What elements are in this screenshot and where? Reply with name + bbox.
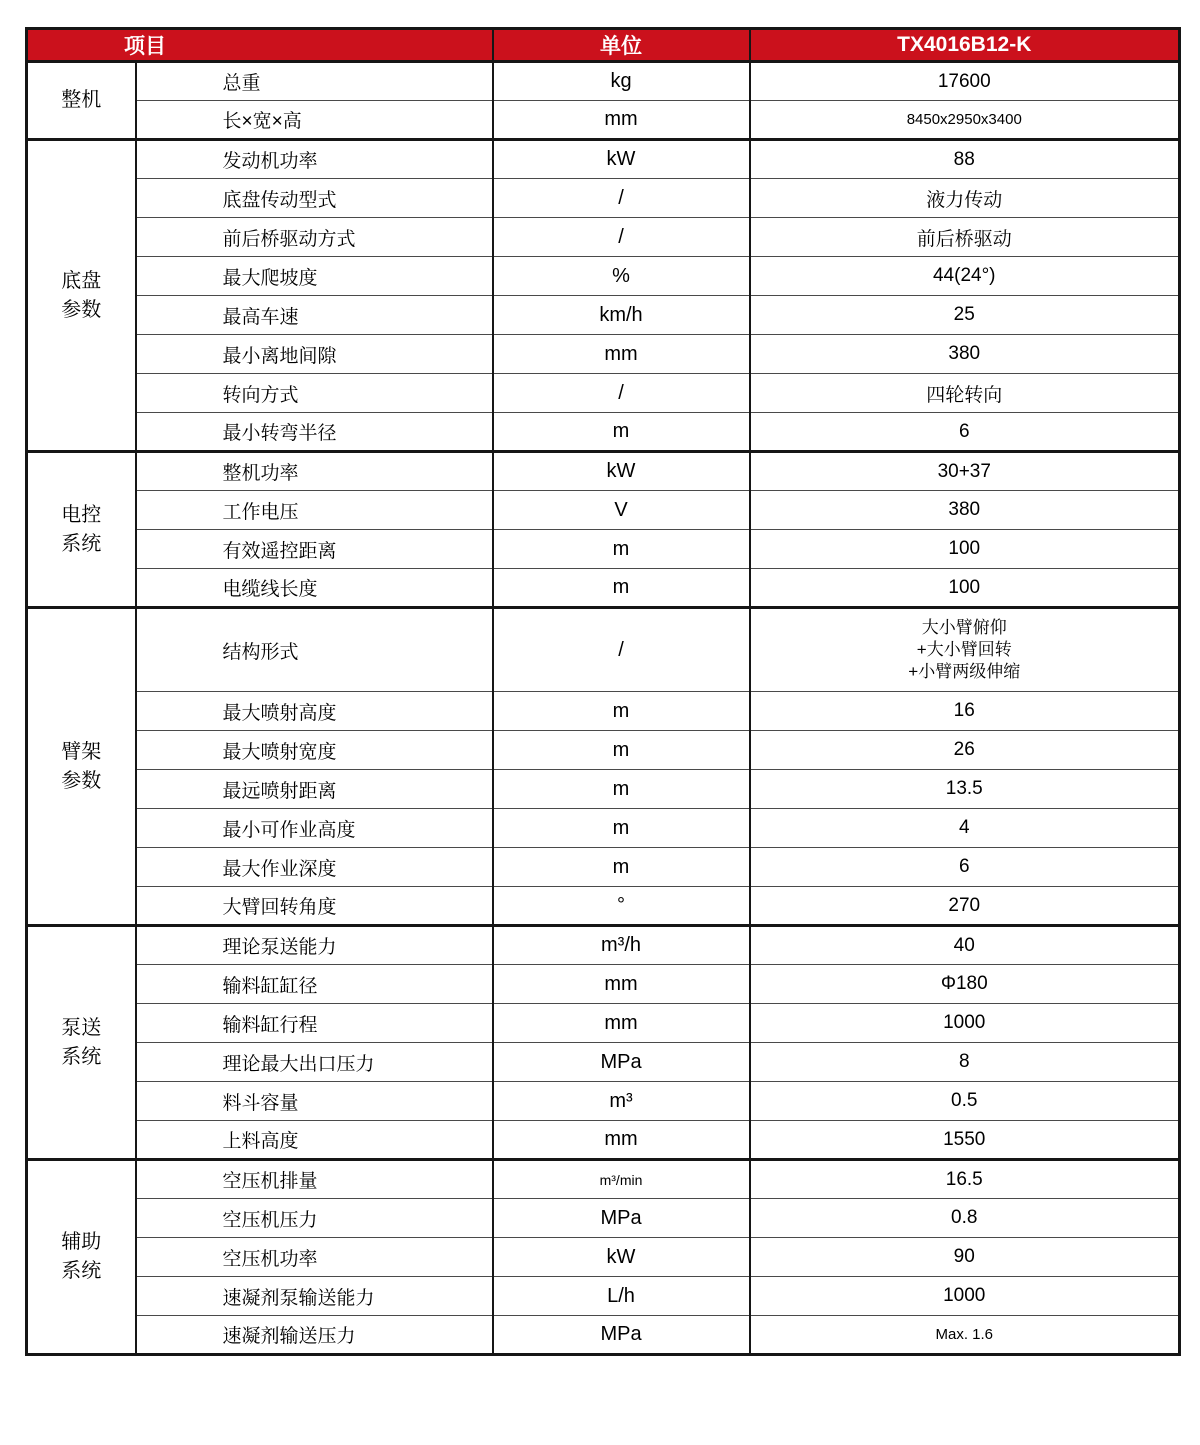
spec-value: 1000 (750, 1004, 1180, 1043)
spec-item-label: 最大喷射宽度 (136, 731, 493, 770)
group-label-line: 参数 (61, 769, 102, 792)
header-item-column: 项目 (27, 29, 493, 62)
spec-table-body (27, 62, 1180, 1355)
spec-value-line: 大小臂俯仰 (921, 618, 1007, 637)
spec-item-label: 工作电压 (136, 491, 493, 530)
table-row (27, 1277, 1180, 1316)
spec-item-label: 最大爬坡度 (136, 257, 493, 296)
spec-value: 380 (750, 491, 1180, 530)
spec-unit: / (493, 608, 750, 692)
table-row (27, 1316, 1180, 1355)
spec-value: 6 (750, 413, 1180, 452)
spec-value: 16 (750, 692, 1180, 731)
spec-item-label: 最大喷射高度 (136, 692, 493, 731)
spec-unit: L/h (493, 1277, 750, 1316)
table-row (27, 809, 1180, 848)
spec-value: 前后桥驱动 (750, 218, 1180, 257)
group-label-line: 系统 (61, 1260, 102, 1282)
group-label-line: 系统 (61, 532, 102, 555)
spec-item-label: 最小可作业高度 (136, 809, 493, 848)
spec-value (750, 608, 1180, 692)
spec-item-label: 有效遥控距离 (136, 530, 493, 569)
spec-unit: ° (493, 887, 750, 926)
spec-unit: MPa (493, 1199, 750, 1238)
spec-unit: kW (493, 452, 750, 491)
spec-item-label: 结构形式 (136, 608, 493, 692)
spec-unit: m (493, 809, 750, 848)
spec-value: 1000 (750, 1277, 1180, 1316)
spec-unit: / (493, 374, 750, 413)
spec-value: 8450x2950x3400 (750, 101, 1180, 140)
spec-unit: m (493, 770, 750, 809)
spec-value: 270 (750, 887, 1180, 926)
spec-unit: m³/min (493, 1160, 750, 1199)
group-label (27, 62, 136, 140)
group-label-line: 整机 (61, 89, 102, 111)
spec-unit: MPa (493, 1043, 750, 1082)
group-label (27, 926, 136, 1160)
table-row (27, 296, 1180, 335)
table-row (27, 374, 1180, 413)
group-label-line: 系统 (61, 1045, 102, 1068)
group-label (27, 452, 136, 608)
spec-value: 4 (750, 809, 1180, 848)
group-label (27, 1160, 136, 1355)
spec-value: 8 (750, 1043, 1180, 1082)
group-label-line: 电控 (61, 503, 102, 526)
spec-item-label: 最远喷射距离 (136, 770, 493, 809)
spec-unit: m (493, 413, 750, 452)
spec-value: 液力传动 (750, 179, 1180, 218)
spec-item-label: 理论最大出口压力 (136, 1043, 493, 1082)
spec-item-label: 空压机排量 (136, 1160, 493, 1199)
spec-item-label: 速凝剂输送压力 (136, 1316, 493, 1355)
spec-value: 88 (750, 140, 1180, 179)
table-row (27, 569, 1180, 608)
spec-unit: m (493, 569, 750, 608)
table-row (27, 608, 1180, 692)
spec-unit: / (493, 179, 750, 218)
table-row (27, 887, 1180, 926)
group-label-line: 参数 (61, 298, 102, 321)
spec-item-label: 速凝剂泵输送能力 (136, 1277, 493, 1316)
spec-item-label: 输料缸缸径 (136, 965, 493, 1004)
table-row (27, 335, 1180, 374)
header-row (27, 29, 1180, 62)
spec-item-label: 电缆线长度 (136, 569, 493, 608)
spec-unit: mm (493, 1121, 750, 1160)
spec-value: 0.5 (750, 1082, 1180, 1121)
spec-unit: mm (493, 965, 750, 1004)
spec-unit: mm (493, 101, 750, 140)
spec-value: 44(24°) (750, 257, 1180, 296)
spec-item-label: 大臂回转角度 (136, 887, 493, 926)
spec-value: Max. 1.6 (750, 1316, 1180, 1355)
spec-unit: kW (493, 1238, 750, 1277)
spec-unit: kW (493, 140, 750, 179)
table-row (27, 1082, 1180, 1121)
table-row (27, 1238, 1180, 1277)
spec-unit: m (493, 731, 750, 770)
spec-item-label: 最小转弯半径 (136, 413, 493, 452)
table-row (27, 731, 1180, 770)
spec-value-line: +小臂两级伸缩 (908, 662, 1021, 681)
spec-unit: MPa (493, 1316, 750, 1355)
group-label-line: 底盘 (61, 269, 102, 292)
table-row (27, 257, 1180, 296)
spec-value: 6 (750, 848, 1180, 887)
table-row (27, 491, 1180, 530)
spec-item-label: 最大作业深度 (136, 848, 493, 887)
table-row (27, 692, 1180, 731)
spec-item-label: 总重 (136, 62, 493, 101)
table-row (27, 62, 1180, 101)
header-unit-column: 单位 (493, 29, 750, 62)
spec-value: 380 (750, 335, 1180, 374)
spec-table (25, 27, 1181, 1356)
spec-unit: m³/h (493, 926, 750, 965)
spec-value: 100 (750, 569, 1180, 608)
table-row (27, 770, 1180, 809)
table-row (27, 413, 1180, 452)
group-label-line: 臂架 (61, 740, 102, 763)
spec-item-label: 转向方式 (136, 374, 493, 413)
spec-unit: % (493, 257, 750, 296)
spec-unit: / (493, 218, 750, 257)
group-label-line: 泵送 (61, 1016, 102, 1039)
spec-unit: m (493, 530, 750, 569)
spec-unit: m³ (493, 1082, 750, 1121)
spec-item-label: 输料缸行程 (136, 1004, 493, 1043)
spec-value: 17600 (750, 62, 1180, 101)
spec-unit: mm (493, 1004, 750, 1043)
spec-value: 16.5 (750, 1160, 1180, 1199)
table-row (27, 452, 1180, 491)
spec-value: 90 (750, 1238, 1180, 1277)
spec-unit: mm (493, 335, 750, 374)
table-row (27, 1199, 1180, 1238)
header-model-column: TX4016B12-K (750, 29, 1180, 62)
group-label (27, 140, 136, 452)
table-row (27, 1121, 1180, 1160)
table-row (27, 926, 1180, 965)
table-row (27, 101, 1180, 140)
table-row (27, 1043, 1180, 1082)
spec-value: 25 (750, 296, 1180, 335)
spec-value: 40 (750, 926, 1180, 965)
spec-value: 26 (750, 731, 1180, 770)
table-row (27, 848, 1180, 887)
spec-value: 1550 (750, 1121, 1180, 1160)
spec-item-label: 空压机功率 (136, 1238, 493, 1277)
table-row (27, 965, 1180, 1004)
spec-item-label: 理论泵送能力 (136, 926, 493, 965)
table-row (27, 140, 1180, 179)
spec-unit: kg (493, 62, 750, 101)
spec-item-label: 空压机压力 (136, 1199, 493, 1238)
spec-item-label: 底盘传动型式 (136, 179, 493, 218)
table-row (27, 218, 1180, 257)
spec-item-label: 前后桥驱动方式 (136, 218, 493, 257)
spec-value: 30+37 (750, 452, 1180, 491)
spec-value: 100 (750, 530, 1180, 569)
group-label-line: 辅助 (61, 1231, 102, 1253)
spec-unit: km/h (493, 296, 750, 335)
group-label (27, 608, 136, 926)
spec-item-label: 最高车速 (136, 296, 493, 335)
spec-unit: V (493, 491, 750, 530)
table-row (27, 1160, 1180, 1199)
spec-value: 0.8 (750, 1199, 1180, 1238)
spec-unit: m (493, 848, 750, 887)
spec-unit: m (493, 692, 750, 731)
spec-value: 13.5 (750, 770, 1180, 809)
table-row (27, 1004, 1180, 1043)
spec-item-label: 长×宽×高 (136, 101, 493, 140)
spec-item-label: 整机功率 (136, 452, 493, 491)
spec-value: 四轮转向 (750, 374, 1180, 413)
spec-value: Φ180 (750, 965, 1180, 1004)
spec-table-header (27, 29, 1180, 62)
spec-item-label: 料斗容量 (136, 1082, 493, 1121)
table-row (27, 530, 1180, 569)
table-row (27, 179, 1180, 218)
spec-item-label: 发动机功率 (136, 140, 493, 179)
spec-item-label: 上料高度 (136, 1121, 493, 1160)
spec-item-label: 最小离地间隙 (136, 335, 493, 374)
spec-value-line: +大小臂回转 (916, 640, 1012, 659)
